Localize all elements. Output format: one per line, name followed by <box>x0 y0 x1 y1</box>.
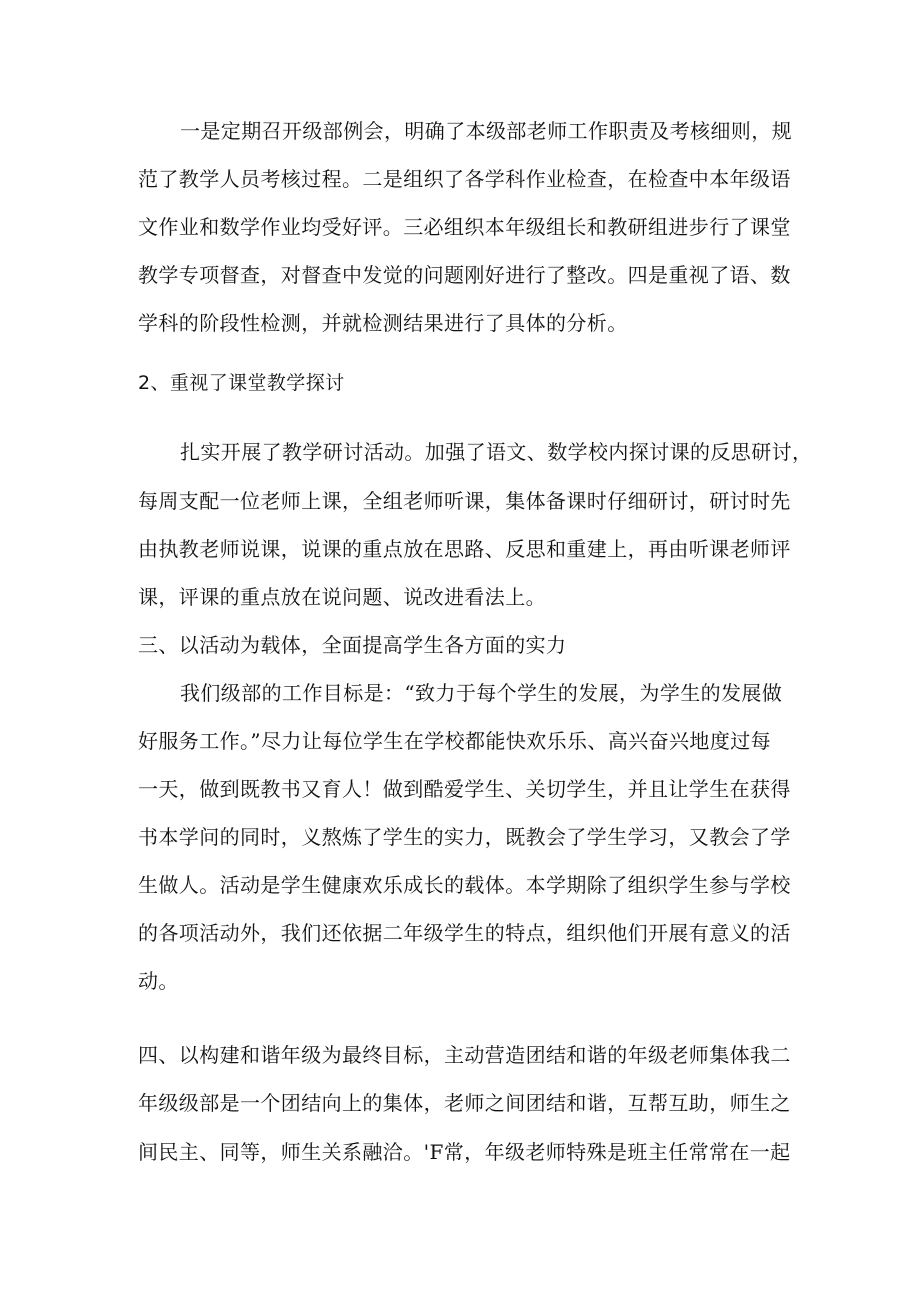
paragraph-3-line-7: 动。 <box>138 969 179 993</box>
section-heading-3: 三、以活动为载体，全面提高学生各方面的实力 <box>138 633 567 657</box>
section-heading-2: 2、重视了课堂教学探讨 <box>138 372 345 394</box>
paragraph-1-line-4: 教学专项督查，对督查中发觉的问题刚好进行了整改。四是重视了语、数 <box>138 263 791 287</box>
paragraph-2-line-2: 每周支配一位老师上课，全组老师听课，集体备课时仔细研讨，研讨时先 <box>138 489 791 513</box>
paragraph-1-line-2: 范了教学人员考核过程。二是组织了各学科作业检查，在检查中本年级语 <box>138 167 791 191</box>
paragraph-3-line-5: 生做人。活动是学生健康欢乐成长的载体。本学期除了组织学生参与学校 <box>138 873 791 897</box>
paragraph-3-line-2: 好服务工作。”尽力让每位学生在学校都能快欢乐乐、高兴奋兴地度过每 <box>138 729 772 753</box>
paragraph-1-line-5: 学科的阶段性检测，并就检测结果进行了具体的分析。 <box>138 311 628 335</box>
paragraph-2-line-3: 由执教老师说课，说课的重点放在思路、反思和重建上，再由听课老师评 <box>138 537 791 561</box>
paragraph-4-line-2: 年级级部是一个团结向上的集体，老师之间团结和谐，互帮互助，师生之 <box>138 1091 791 1115</box>
paragraph-3-line-1: 我们级部的工作目标是：“致力于每个学生的发展，为学生的发展做 <box>180 681 783 705</box>
paragraph-3-line-3: 一天，做到既教书又育人！做到酷爱学生、关切学生，并且让学生在获得 <box>138 777 791 801</box>
paragraph-2-line-1: 扎实开展了教学研讨活动。加强了语文、数学校内探讨课的反思研讨， <box>180 440 813 464</box>
paragraph-4-line-1: 四、以构建和谐年级为最终目标，主动营造团结和谐的年级老师集体我二 <box>138 1043 791 1067</box>
paragraph-1-line-3: 文作业和数学作业均受好评。三必组织本年级组长和教研组进步行了课堂 <box>138 215 791 239</box>
paragraph-1-line-1: 一是定期召开级部例会，明确了本级部老师工作职责及考核细则，规 <box>180 119 792 143</box>
paragraph-2-line-4: 课，评课的重点放在说问题、说改进看法上。 <box>138 585 546 609</box>
paragraph-3-line-4: 书本学问的同时，义熬炼了学生的实力，既教会了学生学习，又教会了学 <box>138 825 791 849</box>
paragraph-3-line-6: 的各项活动外，我们还依据二年级学生的特点，组织他们开展有意义的活 <box>138 921 791 945</box>
paragraph-4-line-3: 间民主、同等，师生关系融洽。'F常，年级老师特殊是班主任常常在一起 <box>138 1140 791 1164</box>
